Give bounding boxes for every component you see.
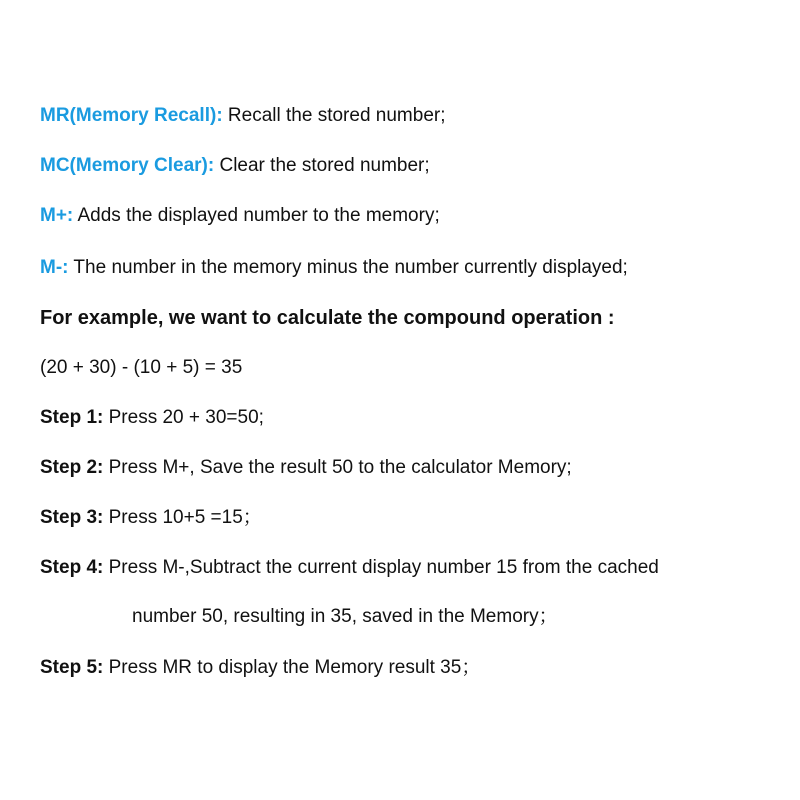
example-heading: For example, we want to calculate the compound operation :	[40, 307, 615, 329]
definition-desc: Clear the stored number;	[214, 155, 430, 176]
definition-term: M-:	[40, 257, 69, 278]
example-expression: (20 + 30) - (10 + 5) = 35	[40, 357, 243, 378]
definition-mc	[40, 154, 430, 178]
step-4	[40, 556, 659, 580]
definition-m-plus	[40, 204, 440, 228]
step-5	[40, 656, 480, 680]
definition-term: MC(Memory Clear):	[40, 155, 215, 176]
step-1	[40, 406, 264, 430]
step-label: Step 3:	[40, 507, 104, 528]
definition-desc: The number in the memory minus the number currently displayed;	[68, 257, 628, 278]
step-text: Press M+, Save the result 50 to the calculator Memory;	[103, 457, 572, 478]
step-4-continuation: number 50, resulting in 35, saved in the Memory；	[132, 606, 558, 627]
definition-desc: Recall the stored number;	[222, 105, 446, 126]
definition-m-minus	[40, 256, 628, 280]
step-label: Step 2:	[40, 457, 104, 478]
definition-mr	[40, 104, 446, 128]
step-2	[40, 456, 572, 480]
step-label: Step 1:	[40, 407, 104, 428]
definition-term: MR(Memory Recall):	[40, 105, 223, 126]
step-text: Press M-,Subtract the current display number 15 from the cached	[103, 557, 659, 578]
step-label: Step 5:	[40, 657, 104, 678]
definition-term: M+:	[40, 205, 74, 226]
definition-desc: Adds the displayed number to the memory;	[73, 205, 440, 226]
step-3	[40, 506, 262, 530]
step-text: Press MR to display the Memory result 35；	[103, 657, 481, 678]
step-label: Step 4:	[40, 557, 104, 578]
step-text: Press 20 + 30=50;	[103, 407, 264, 428]
step-text: Press 10+5 =15；	[103, 507, 262, 528]
